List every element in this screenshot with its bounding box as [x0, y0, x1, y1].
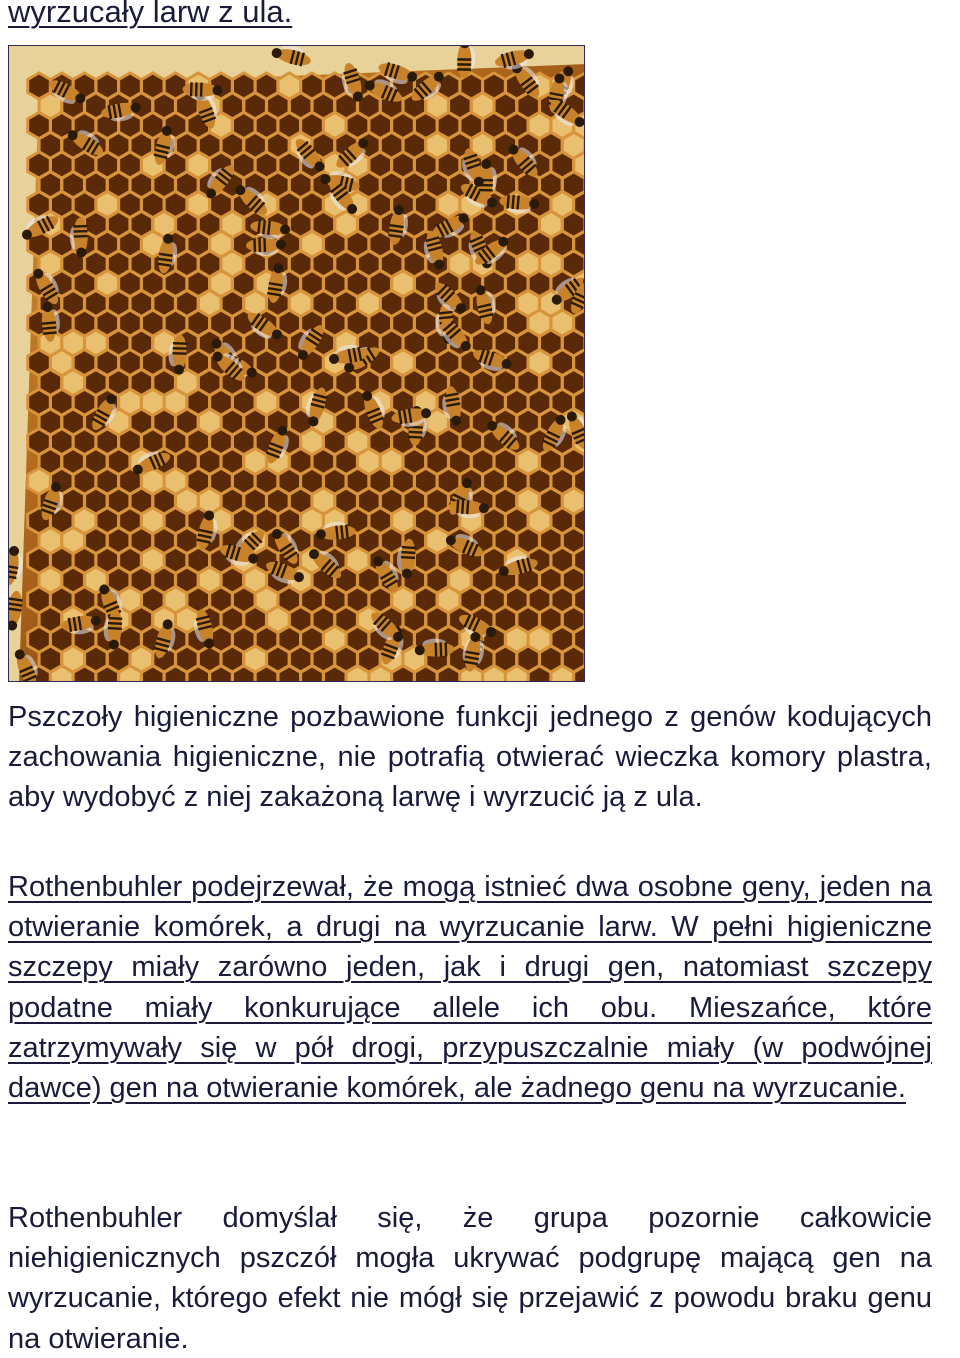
continued-text-line: wyrzucały larw z ula. — [8, 0, 293, 29]
bees-on-honeycomb-photo — [8, 45, 585, 682]
paragraph-rothenbuhler-hypothesis: Rothenbuhler podejrzewał, że mogą istnieć dwa osobne geny, jeden na otwieranie komórek, a drugi na wyrzucanie larw. W pełni higieniczne szczepy miały zarówno jeden, jak i drugi gen, natomiast szczepy podatne miały konkurujące allele ich obu. Mieszańce, które zatrzymywały się w pół drogi, przypuszczalnie miały (w podwójnej dawce) gen na otwieranie komórek, ale żadnego genu na wyrzucanie. — [8, 871, 932, 1105]
honeycomb-illustration — [9, 46, 585, 682]
paragraph-hygienic-bees: Pszczoły higieniczne pozbawione funkcji jednego z genów kodujących zachowania higieniczne, nie potrafią otwierać wieczka komory plastra, aby wydobyć z niej zakażoną larwę i wyrzucić ją z ula. — [8, 701, 932, 814]
paragraph-rothenbuhler-subgroup: Rothenbuhler domyślał się, że grupa pozornie całkowicie niehigienicznych pszczół mogła ukrywać podgrupę mającą gen na wyrzucanie, którego efekt nie mógł się przejawić z powodu braku genu na otwieranie. — [8, 1202, 932, 1355]
